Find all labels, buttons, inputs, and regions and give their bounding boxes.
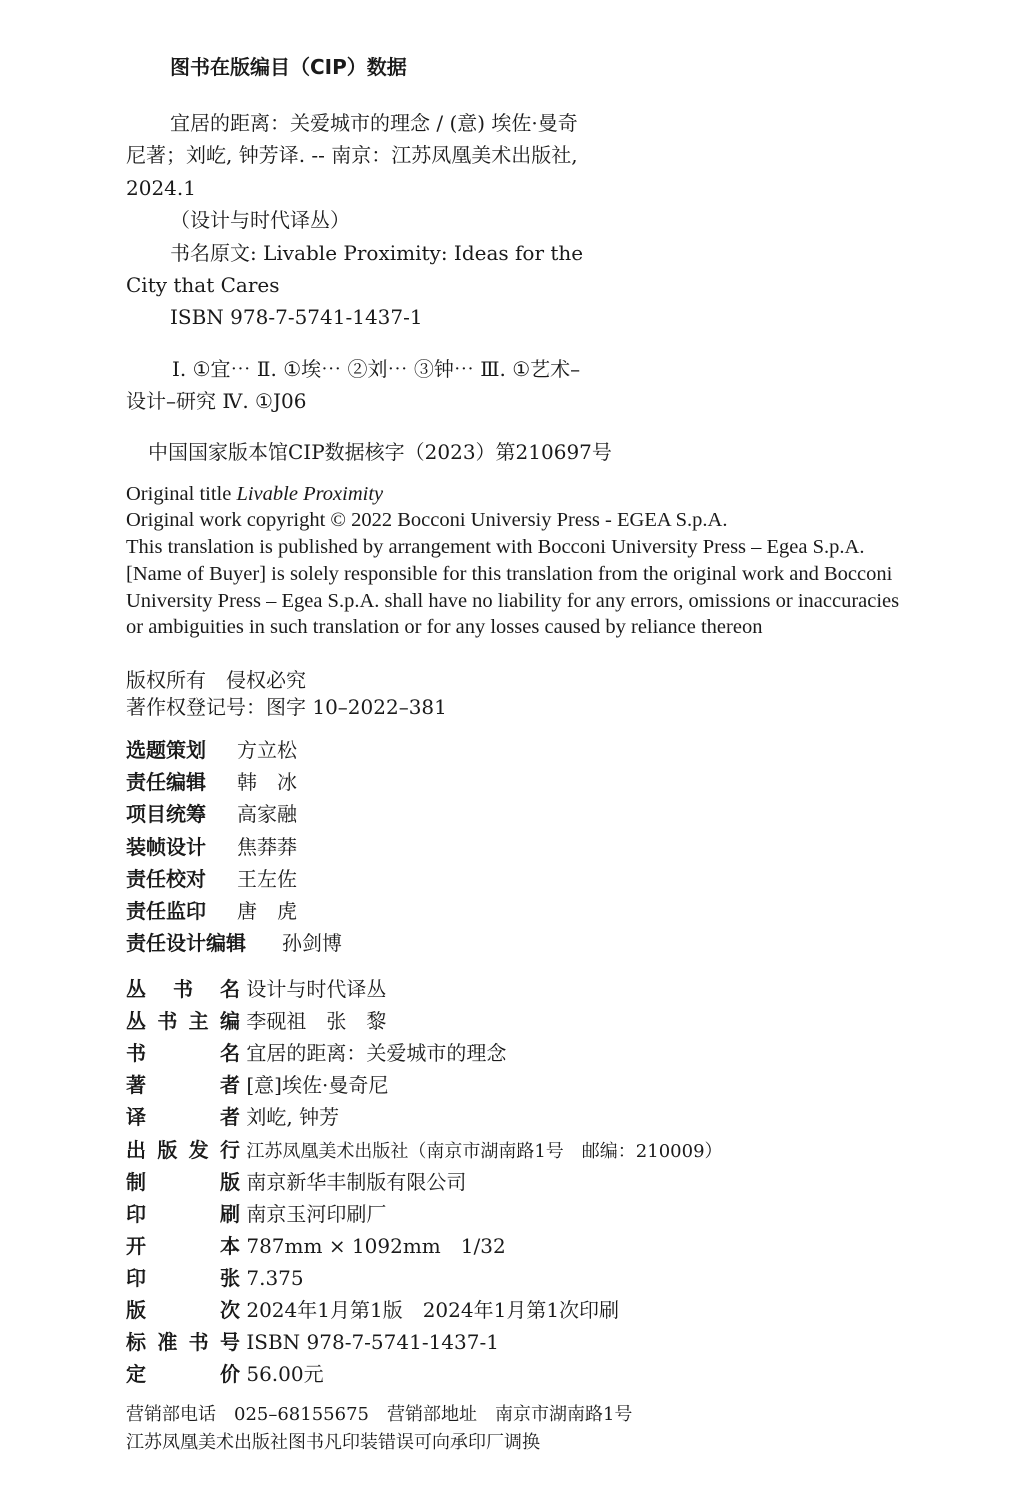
info-label: 印张 xyxy=(126,1266,240,1290)
info-value: 南京玉河印刷厂 xyxy=(246,1202,387,1226)
credit-label: 责任校对 xyxy=(126,867,206,891)
info-row xyxy=(126,1137,723,1165)
info-row xyxy=(126,1072,388,1098)
info-value: [意]埃佐·曼奇尼 xyxy=(246,1073,389,1097)
info-value: 7.375 xyxy=(246,1266,304,1290)
info-label: 丛书名 xyxy=(126,977,240,1001)
copyright-registration: 著作权登记号：图字 10–2022–381 xyxy=(126,695,447,719)
info-label: 出版发行 xyxy=(126,1138,240,1162)
credit-row xyxy=(126,866,297,892)
info-row xyxy=(126,1008,386,1034)
credit-label: 责任编辑 xyxy=(126,770,206,794)
info-label: 定价 xyxy=(126,1362,240,1386)
return-line: 江苏凤凰美术出版社图书凡印装错误可向承印厂调换 xyxy=(126,1432,540,1453)
credit-label: 装帧设计 xyxy=(126,835,206,859)
cip-record-line-1: 宜居的距离：关爱城市的理念 / (意) 埃佐·曼奇 xyxy=(170,111,578,135)
info-label: 标准书号 xyxy=(126,1330,240,1354)
copyright-line: Original work copyright © 2022 Bocconi Universiy Press - EGEA S.p.A. xyxy=(126,509,728,531)
credit-row xyxy=(126,834,297,860)
original-title-label: Original title xyxy=(126,483,232,505)
notice-line: University Press – Egea S.p.A. shall have no liability for any errors, omissions or inaccuracies xyxy=(126,590,900,612)
cip-isbn: ISBN 978-7-5741-1437-1 xyxy=(170,305,423,329)
cip-number: 中国国家版本馆CIP数据核字（2023）第210697号 xyxy=(148,440,612,464)
info-label: 书名 xyxy=(126,1041,240,1065)
credit-value: 王左佐 xyxy=(237,867,297,891)
rights-reserved: 版权所有 侵权必究 xyxy=(126,668,306,692)
cip-classification-2: 设计–研究 Ⅳ. ①J06 xyxy=(126,389,307,413)
info-row xyxy=(126,1297,619,1323)
info-value: 56.00元 xyxy=(246,1362,324,1386)
info-label: 印刷 xyxy=(126,1202,240,1226)
info-value: 江苏凤凰美术出版社（南京市湖南路1号 邮编：210009） xyxy=(246,1141,723,1162)
info-row xyxy=(126,1361,324,1387)
sales-line: 营销部电话 025–68155675 营销部地址 南京市湖南路1号 xyxy=(126,1404,633,1425)
notice-line: This translation is published by arrangement with Bocconi University Press – Egea S.p.A. xyxy=(126,536,865,558)
credit-value: 孙剑博 xyxy=(282,931,342,955)
info-row xyxy=(126,1201,386,1227)
info-row xyxy=(126,1233,506,1259)
credit-row xyxy=(126,930,342,956)
info-label: 著者 xyxy=(126,1073,240,1097)
credit-value: 焦莽莽 xyxy=(237,835,297,859)
info-value: ISBN 978-7-5741-1437-1 xyxy=(246,1330,499,1354)
original-title-value: Livable Proximity xyxy=(236,483,384,505)
cip-original-title-1: 书名原文: Livable Proximity: Ideas for the xyxy=(170,241,584,265)
info-row xyxy=(126,1040,506,1066)
credit-label: 选题策划 xyxy=(126,738,206,762)
info-value: 李砚祖 张 黎 xyxy=(246,1009,387,1033)
credit-value: 唐 虎 xyxy=(237,899,297,923)
info-row xyxy=(126,1265,304,1291)
notice-line: [Name of Buyer] is solely responsible for this translation from the original work and Bocconi xyxy=(126,563,893,585)
credit-row xyxy=(126,898,297,924)
original-title-line xyxy=(126,481,383,507)
info-value: 南京新华丰制版有限公司 xyxy=(246,1170,467,1194)
credit-row xyxy=(126,769,297,795)
info-value: 787mm × 1092mm 1/32 xyxy=(246,1234,506,1258)
info-label: 译者 xyxy=(126,1105,240,1129)
credit-value: 方立松 xyxy=(237,738,297,762)
info-label: 制版 xyxy=(126,1170,240,1194)
info-label: 丛书主编 xyxy=(126,1009,240,1033)
info-label: 开本 xyxy=(126,1234,240,1258)
credit-label: 责任监印 xyxy=(126,899,206,923)
credit-value: 高家融 xyxy=(237,802,297,826)
credit-row xyxy=(126,737,297,763)
cip-series-note: （设计与时代译丛） xyxy=(170,208,350,232)
info-value: 2024年1月第1版 2024年1月第1次印刷 xyxy=(246,1298,620,1322)
info-row xyxy=(126,976,386,1002)
cip-original-title-2: City that Cares xyxy=(126,273,280,297)
credit-label: 责任设计编辑 xyxy=(126,931,246,955)
info-value: 刘屹, 钟芳 xyxy=(246,1105,340,1129)
cip-classification-1: Ⅰ. ①宜⋯ Ⅱ. ①埃⋯ ②刘⋯ ③钟⋯ Ⅲ. ①艺术– xyxy=(172,357,581,381)
credit-value: 韩 冰 xyxy=(237,770,297,794)
info-value: 设计与时代译丛 xyxy=(246,977,387,1001)
credit-label: 项目统筹 xyxy=(126,802,206,826)
cip-record-line-2: 尼著；刘屹, 钟芳译. -- 南京：江苏凤凰美术出版社, xyxy=(126,143,578,167)
info-label: 版次 xyxy=(126,1298,240,1322)
info-row xyxy=(126,1104,339,1130)
info-row xyxy=(126,1169,466,1195)
info-value: 宜居的距离：关爱城市的理念 xyxy=(246,1041,507,1065)
cip-heading: 图书在版编目（CIP）数据 xyxy=(170,55,407,79)
cip-record-line-3: 2024.1 xyxy=(126,176,196,200)
info-row xyxy=(126,1329,499,1355)
notice-line: or ambiguities in such translation or for any losses caused by reliance thereon xyxy=(126,616,763,638)
credit-row xyxy=(126,801,297,827)
